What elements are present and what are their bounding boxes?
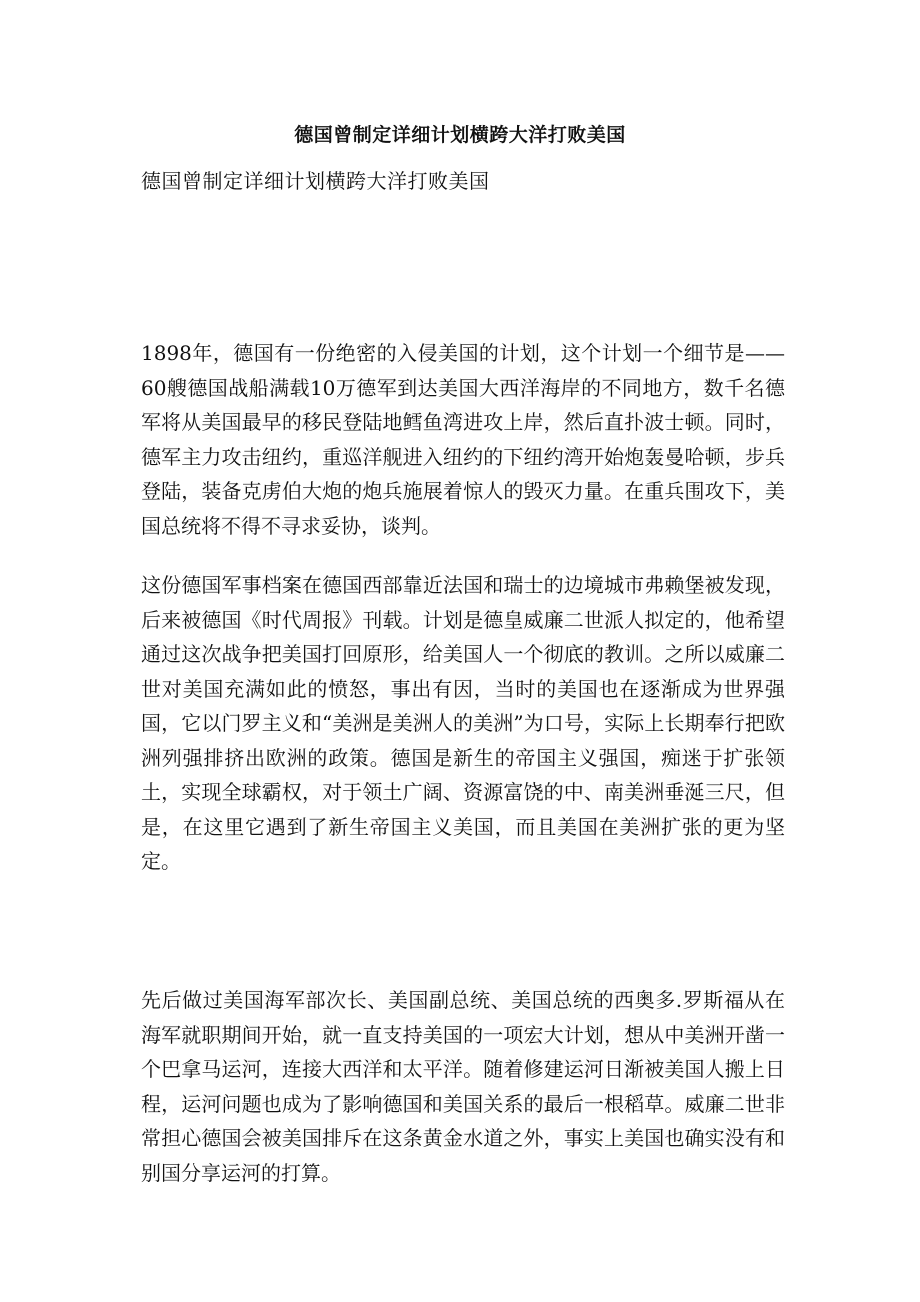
document-subtitle: 德国曾制定详细计划横跨大洋打败美国 xyxy=(141,169,490,193)
document-title: 德国曾制定详细计划横跨大洋打败美国 xyxy=(294,124,626,146)
paragraph: 1898年，德国有一份绝密的入侵美国的计划，这个计划一个细节是——60艘德国战船满载10万德军到达美国大西洋海岸的不同地方，数千名德军将从美国最早的移民登陆地鳕鱼湾进攻上岸，然后直扑波士顿。同时，德军主力攻击纽约，重巡洋舰进入纽约的下纽约湾开始炮轰曼哈顿，步兵登陆，装备克虏伯大炮的炮兵施展着惊人的毁灭力量。在重兵围攻下，美国总统将不得不寻求妥协，谈判。 xyxy=(141,341,785,538)
paragraph: 先后做过美国海军部次长、美国副总统、美国总统的西奥多.罗斯福从在海军就职期间开始，就一直支持美国的一项宏大计划，想从中美洲开凿一个巴拿马运河，连接大西洋和太平洋。随着修建运河日渐被美国人搬上日程，运河问题也成为了影响德国和美国关系的最后一根稻草。威廉二世非常担心德国会被美国排斥在这条黄金水道之外，事实上美国也确实没有和别国分享运河的打算。 xyxy=(141,988,785,1185)
paragraph: 这份德国军事档案在德国西部靠近法国和瑞士的边境城市弗赖堡被发现，后来被德国《时代周报》刊载。计划是德皇威廉二世派人拟定的，他希望通过这次战争把美国打回原形，给美国人一个彻底的教训。之所以威廉二世对美国充满如此的愤怒，事出有因，当时的美国也在逐渐成为世界强国，它以门罗主义和“美洲是美洲人的美洲”为口号，实际上长期奉行把欧洲列强排挤出欧洲的政策。德国是新生的帝国主义强国，痴迷于扩张领土，实现全球霸权，对于领土广阔、资源富饶的中、南美洲垂涎三尺，但是，在这里它遇到了新生帝国主义美国，而且美国在美洲扩张的更为坚定。 xyxy=(141,573,785,873)
